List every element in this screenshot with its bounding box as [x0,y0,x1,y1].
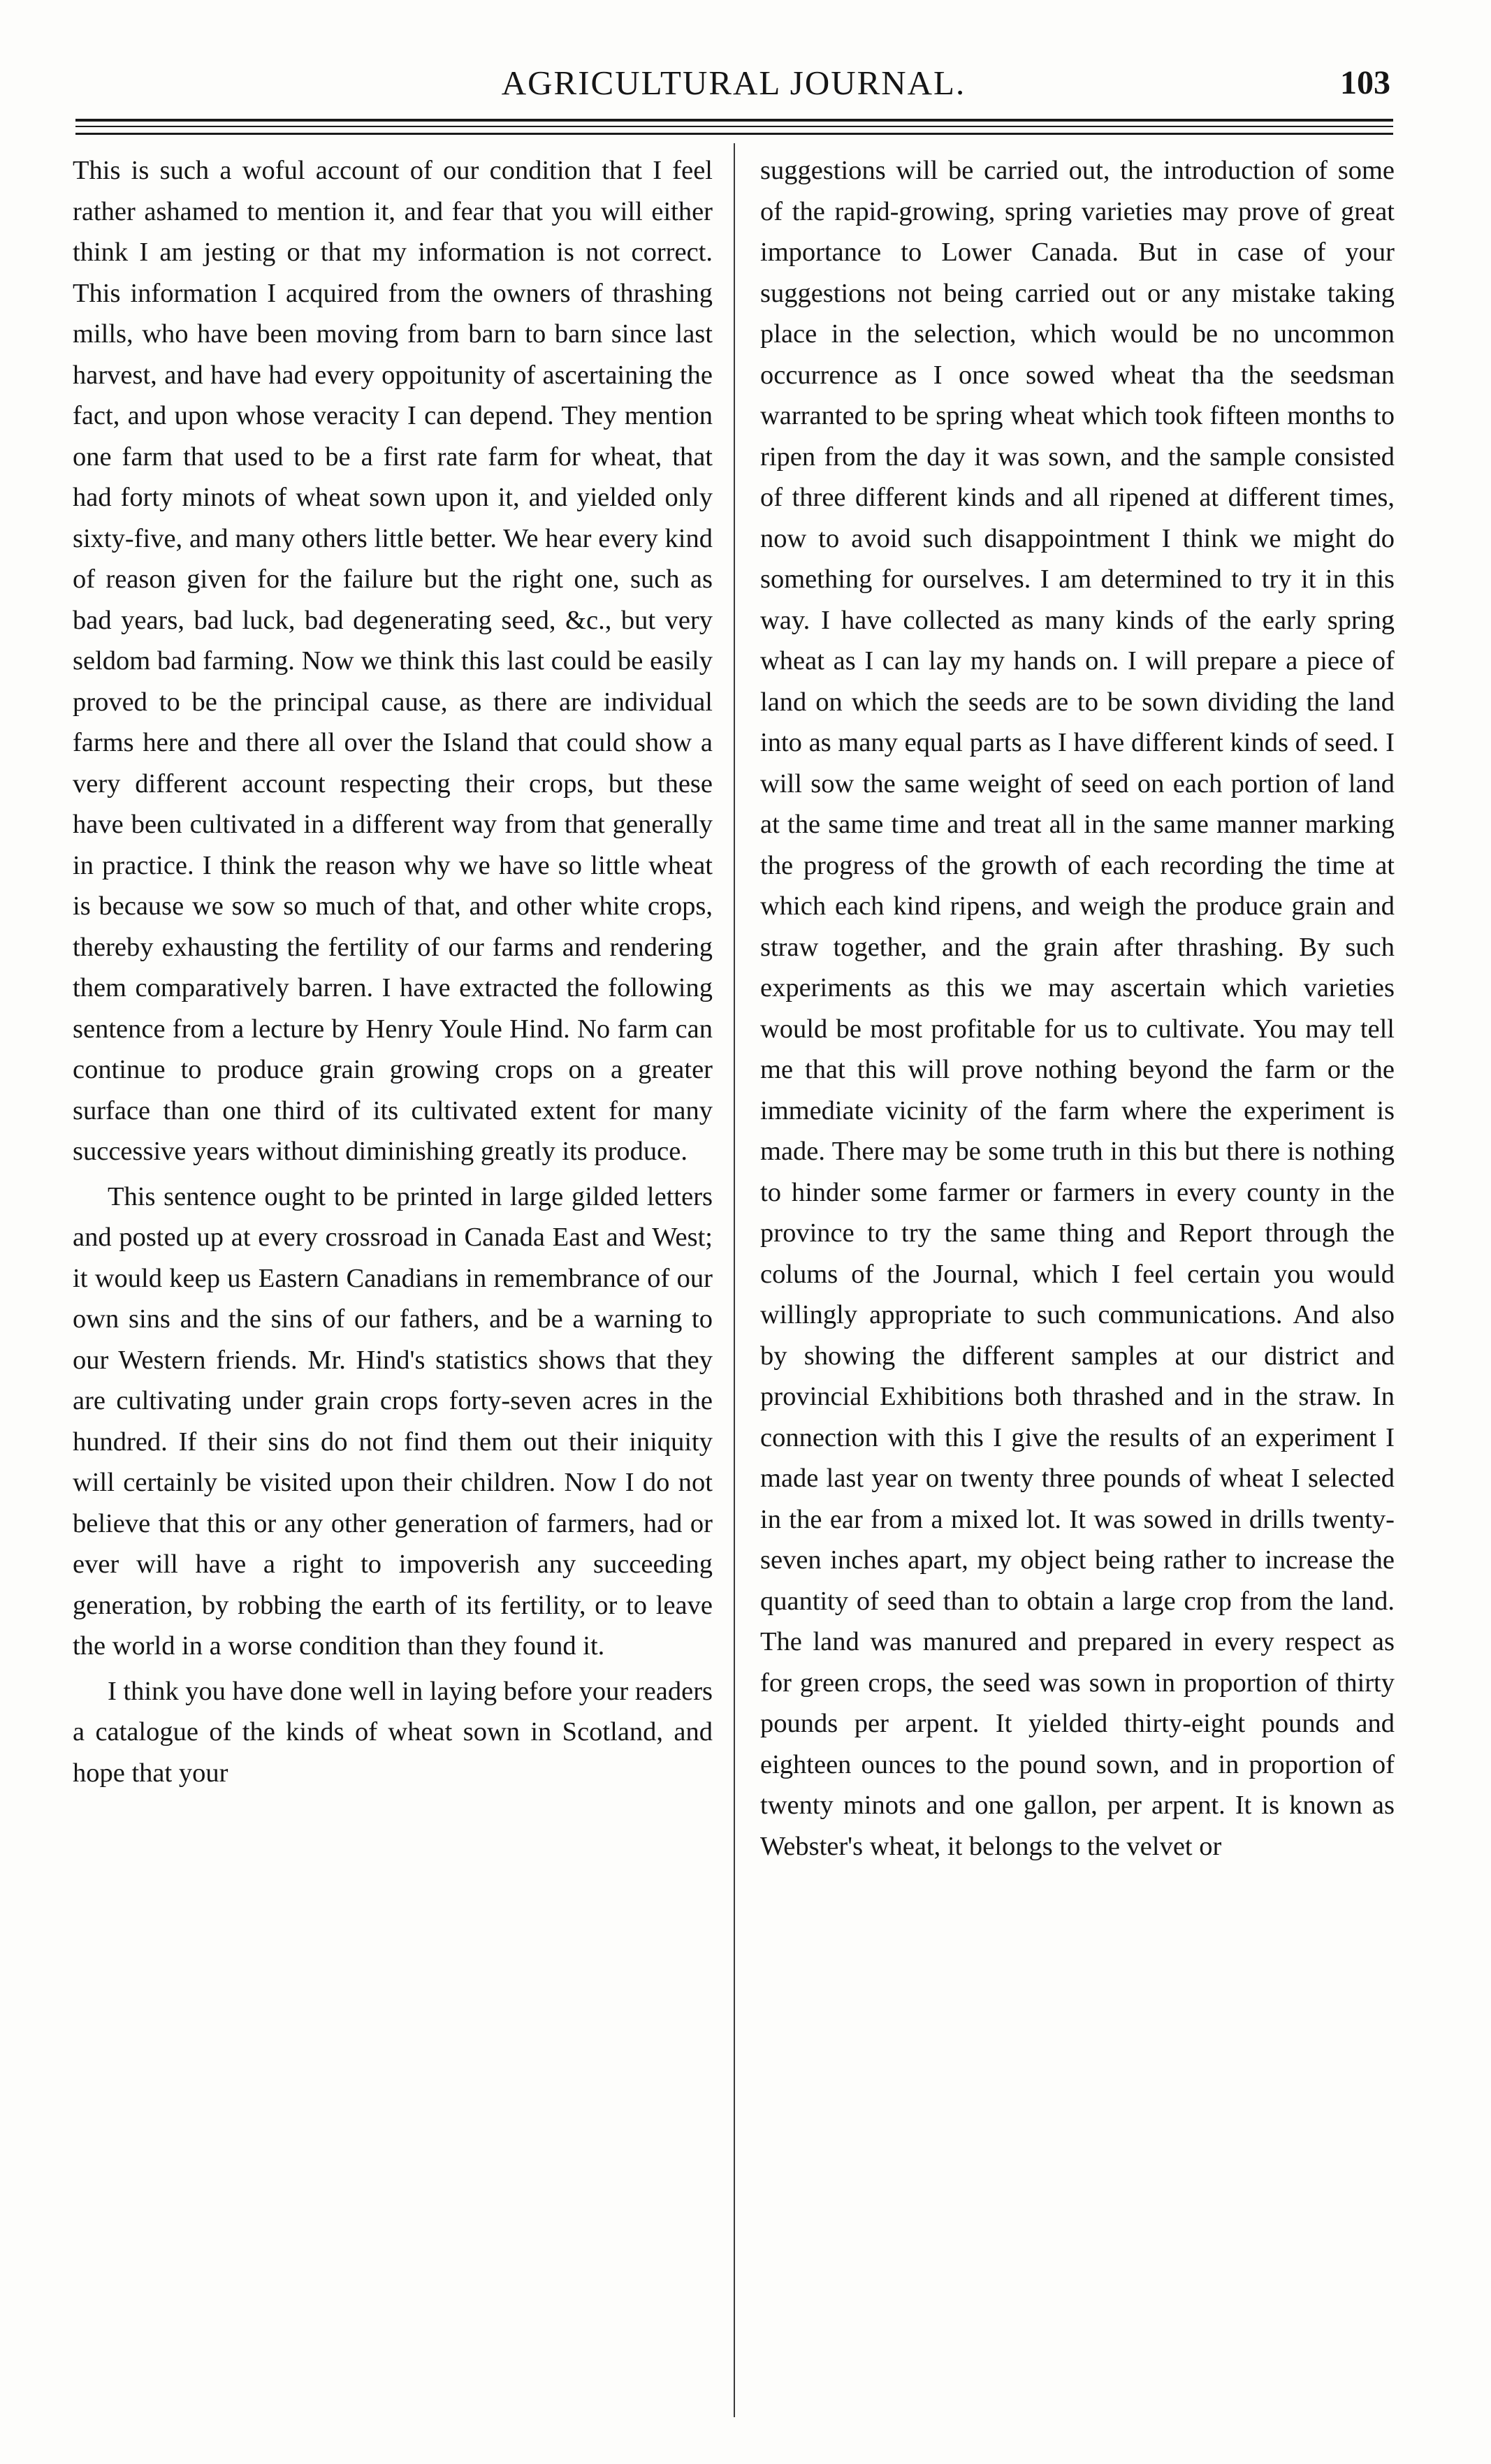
left-paragraph-2: This sentence ought to be printed in large gilded letters and posted up at every crossroad in Canada East and West; it would keep us Eastern Canadians in remembrance of our own sins and the sins of our fathers, and be a warning to our Western friends. Mr. Hind's statistics shows that they are cultivating under grain crops forty-seven acres in the hundred. If their sins do not find them out their iniquity will certainly be visited upon their children. Now I do not believe that this or any other generation of farmers, had or ever will have a right to impoverish any succeeding generation, by robbing the earth of its fertility, or to leave the world in a worse condition than they found it. [73,1181,713,1661]
header-rule-top [75,119,1393,122]
column-divider [734,143,735,2417]
left-column [73,150,713,1793]
page-number: 103 [1340,64,1390,101]
right-paragraph-1: suggestions will be carried out, the introduction of some of the rapid-growing, spring varieties may prove of great importance to Lower Canada. But in case of your suggestions not being carried out or any mistake taking place in the selection, which would be no uncommon occurrence as I once sowed wheat tha the seedsman warranted to be spring wheat which took fifteen months to ripen from the day it was sown, and the sample consisted of three different kinds and all ripened at different times, now to avoid such disappointment I think we might do something for ourselves. I am determined to try it in this way. I have collected as many kinds of the early spring wheat as I can lay my hands on. I will prepare a piece of land on which the seeds are to be sown dividing the land into as many equal parts as I have different kinds of seed. I will sow the same weight of seed on each portion of land at the same time and treat all in the same manner marking the progress of the growth of each recording the time at which each kind ripens, and weigh the produce grain and straw together, and the grain after thrashing. By such experiments as this we may ascertain which varieties would be most profitable for us to cultivate. You may tell me that this will prove nothing beyond the farm or the immediate vicinity of the farm where the experiment is made. There may be some truth in this but there is nothing to hinder some farmer or farmers in every county in the province to try the same thing and Report through the colums of the Journal, which I feel certain you would willingly appropriate to such communications. And also by showing the different samples at our district and provincial Exhibitions both thrashed and in the straw. In connection with this I give the results of an experiment I made last year on twenty three pounds of wheat I selected in the ear from a mixed lot. It was sowed in drills twenty-seven inches apart, my object being rather to increase the quantity of seed than to obtain a large crop from the land. The land was manured and prepared in every respect as for green crops, the seed was sown in proportion of thirty pounds per arpent. It yielded thirty-eight pounds and eighteen ounces to the pound sown, and in proportion of twenty minots and one gallon, per arpent. It is known as Webster's wheat, it belongs to the velvet or [760,156,1395,1861]
header-rule-middle [75,126,1393,127]
left-paragraph-1: This is such a woful account of our condition that I feel rather ashamed to mention it, and fear that you will either think I am jesting or that my information is not correct. This information I acquired from the owners of thrashing mills, who have been moving from barn to barn since last harvest, and have had every oppoitunity of ascertaining the fact, and upon whose veracity I can depend. They mention one farm that used to be a first rate farm for wheat, that had forty minots of wheat sown upon it, and yielded only sixty-five, and many others little better. We hear every kind of reason given for the failure but the right one, such as bad years, bad luck, bad degenerating seed, &c., but very seldom bad farming. Now we think this last could be easily proved to be the principal cause, as there are individual farms here and there all over the Island that could show a very different account respecting their crops, but these have been cultivated in a different way from that generally in practice. I think the reason why we have so little wheat is because we sow so much of that, and other white crops, thereby exhausting the fertility of our farms and rendering them comparatively barren. I have extracted the following sentence from a lecture by Henry Youle Hind. No farm can continue to produce grain growing crops on a greater surface than one third of its cultivated extent for many successive years without diminishing greatly its produce. [73,156,713,1166]
header-rule-bottom [75,133,1393,135]
running-title: AGRICULTURAL JOURNAL. [501,64,966,102]
left-paragraph-3: I think you have done well in laying before your readers a catalogue of the kinds of wheat sown in Scotland, and hope that your [73,1676,713,1788]
right-column [760,150,1395,1867]
page-header [77,59,1390,108]
